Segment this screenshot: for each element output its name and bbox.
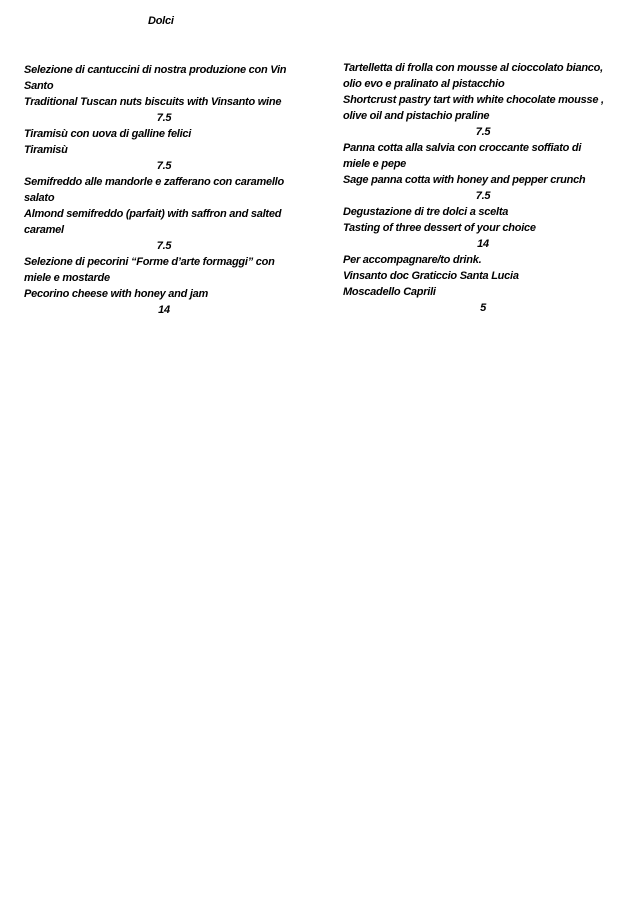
item-english-text: olive oil and pistachio praline xyxy=(343,110,490,122)
menu-item xyxy=(343,60,640,140)
item-english-text: Moscadello Caprili xyxy=(343,286,436,298)
item-price: 5 xyxy=(480,302,486,314)
item-english-text: Shortcrust pastry tart with white chocolate mousse , xyxy=(343,94,604,106)
item-italian-text: Semifreddo alle mandorle e zafferano con caramello xyxy=(24,176,284,188)
item-italian-text: Tartelletta di frolla con mousse al cioccolato bianco, xyxy=(343,62,603,74)
menu-item xyxy=(343,204,640,252)
item-price: 7.5 xyxy=(156,160,172,172)
item-italian-text: Santo xyxy=(24,80,54,92)
item-italian-text: salato xyxy=(24,192,55,204)
item-english-text: Pecorino cheese with honey and jam xyxy=(24,288,209,300)
item-english-text: caramel xyxy=(24,224,64,236)
item-english-text: Traditional Tuscan nuts biscuits with Vinsanto wine xyxy=(24,96,282,108)
menu-item xyxy=(24,174,334,254)
item-price: 7.5 xyxy=(475,190,491,202)
item-italian-text: miele e mostarde xyxy=(24,272,110,284)
menu-item xyxy=(24,254,334,318)
item-price: 7.5 xyxy=(156,240,172,252)
item-price: 14 xyxy=(158,304,170,316)
item-english-text: Sage panna cotta with honey and pepper crunch xyxy=(343,174,586,186)
item-italian-text: Panna cotta alla salvia con croccante soffiato di xyxy=(343,142,582,154)
item-italian-text: Degustazione di tre dolci a scelta xyxy=(343,206,509,218)
item-english-text: Vinsanto doc Graticcio Santa Lucia xyxy=(343,270,519,282)
item-price: 7.5 xyxy=(156,112,172,124)
item-italian-text: miele e pepe xyxy=(343,158,407,170)
item-italian-text: Per accompagnare/to drink. xyxy=(343,254,482,266)
menu-item xyxy=(343,140,640,204)
item-italian-text: olio evo e pralinato al pistacchio xyxy=(343,78,505,90)
menu-item xyxy=(24,62,334,126)
left-column xyxy=(24,62,334,318)
menu-item xyxy=(343,252,640,316)
item-italian-text: Tiramisù con uova di galline felici xyxy=(24,128,192,140)
item-price: 7.5 xyxy=(475,126,491,138)
item-italian-text: Selezione di cantuccini di nostra produzione con Vin xyxy=(24,64,287,76)
item-price: 14 xyxy=(477,238,489,250)
right-column xyxy=(343,60,640,316)
menu-item xyxy=(24,126,334,174)
item-english-text: Almond semifreddo (parfait) with saffron and salted xyxy=(24,208,282,220)
item-english-text: Tasting of three dessert of your choice xyxy=(343,222,536,234)
item-italian-text: Selezione di pecorini “Forme d’arte formaggi” con xyxy=(24,256,275,268)
item-english-text: Tiramisù xyxy=(24,144,68,156)
menu-title: Dolci xyxy=(148,15,174,27)
